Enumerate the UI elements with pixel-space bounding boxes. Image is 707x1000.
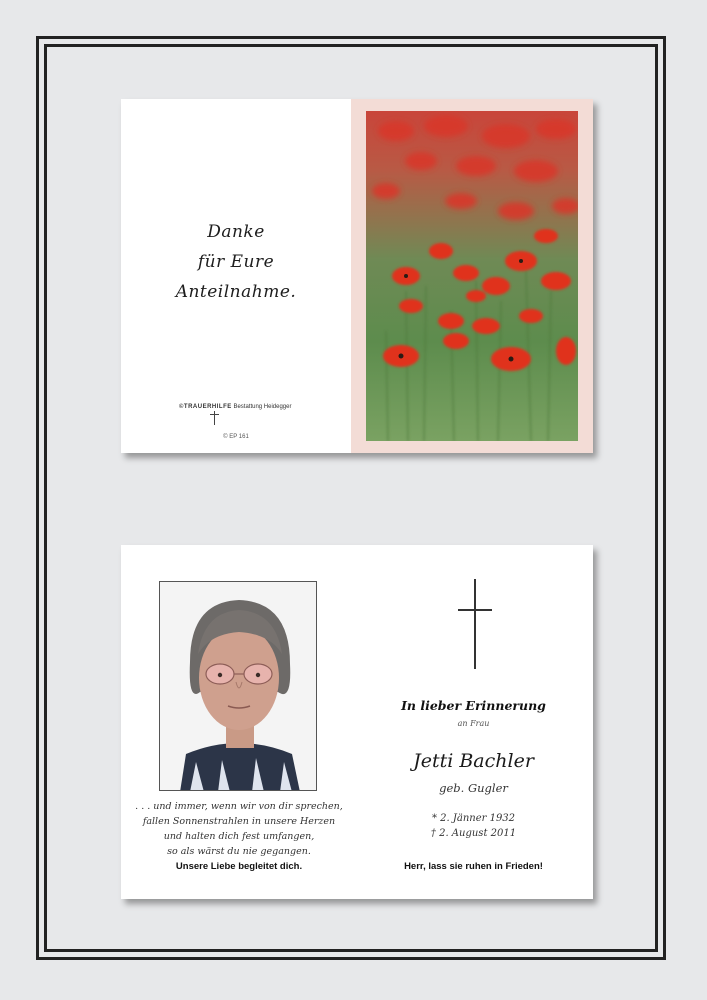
poem-line-2: fallen Sonnenstrahlen in unsere Herzen bbox=[142, 816, 336, 827]
birth-date: * 2. Jänner 1932 bbox=[431, 813, 516, 824]
cross-icon bbox=[474, 579, 476, 669]
thank-you-message bbox=[121, 217, 351, 307]
maiden-name: geb. Gugler bbox=[439, 781, 508, 795]
thank-you-line-2: für Eure bbox=[197, 252, 275, 272]
copyright-note: © EP 161 bbox=[223, 434, 249, 440]
poem-line-4: so als wärst du nie gegangen. bbox=[167, 846, 311, 857]
poem-line-3: und halten dich fest umfangen, bbox=[163, 831, 315, 842]
poppy-field-illustration bbox=[366, 111, 578, 441]
death-date: † 2. August 2011 bbox=[430, 828, 517, 839]
poem-line-1: . . . und immer, wenn wir von dir sprechen, bbox=[135, 801, 343, 812]
thank-you-card bbox=[121, 99, 593, 453]
thank-you-line-3: Anteilnahme. bbox=[175, 282, 297, 302]
poppy-photo-panel bbox=[351, 99, 593, 453]
memorial-card bbox=[121, 545, 593, 899]
memory-title: In lieber Erinnerung bbox=[401, 698, 546, 713]
portrait-photo bbox=[159, 581, 317, 791]
publisher-name: Bestattung Heidegger bbox=[233, 404, 292, 410]
memorial-poem bbox=[121, 799, 357, 859]
publisher-cross-bar bbox=[210, 414, 219, 415]
deceased-name: Jetti Bachler bbox=[413, 750, 534, 772]
poppy-field-image bbox=[366, 111, 578, 441]
thank-you-text-panel bbox=[121, 99, 351, 453]
publisher-brand: ©TRAUERHILFE bbox=[179, 404, 232, 410]
cross-icon-bar bbox=[458, 609, 492, 611]
publisher-imprint bbox=[179, 404, 339, 410]
poem-closing-line: Unsere Liebe begleitet dich. bbox=[175, 861, 303, 872]
portrait-illustration bbox=[160, 582, 317, 791]
farewell-line: Herr, lass sie ruhen in Frieden! bbox=[404, 861, 543, 872]
memory-subtitle: an Frau bbox=[457, 719, 490, 728]
thank-you-line-1: Danke bbox=[207, 222, 265, 242]
